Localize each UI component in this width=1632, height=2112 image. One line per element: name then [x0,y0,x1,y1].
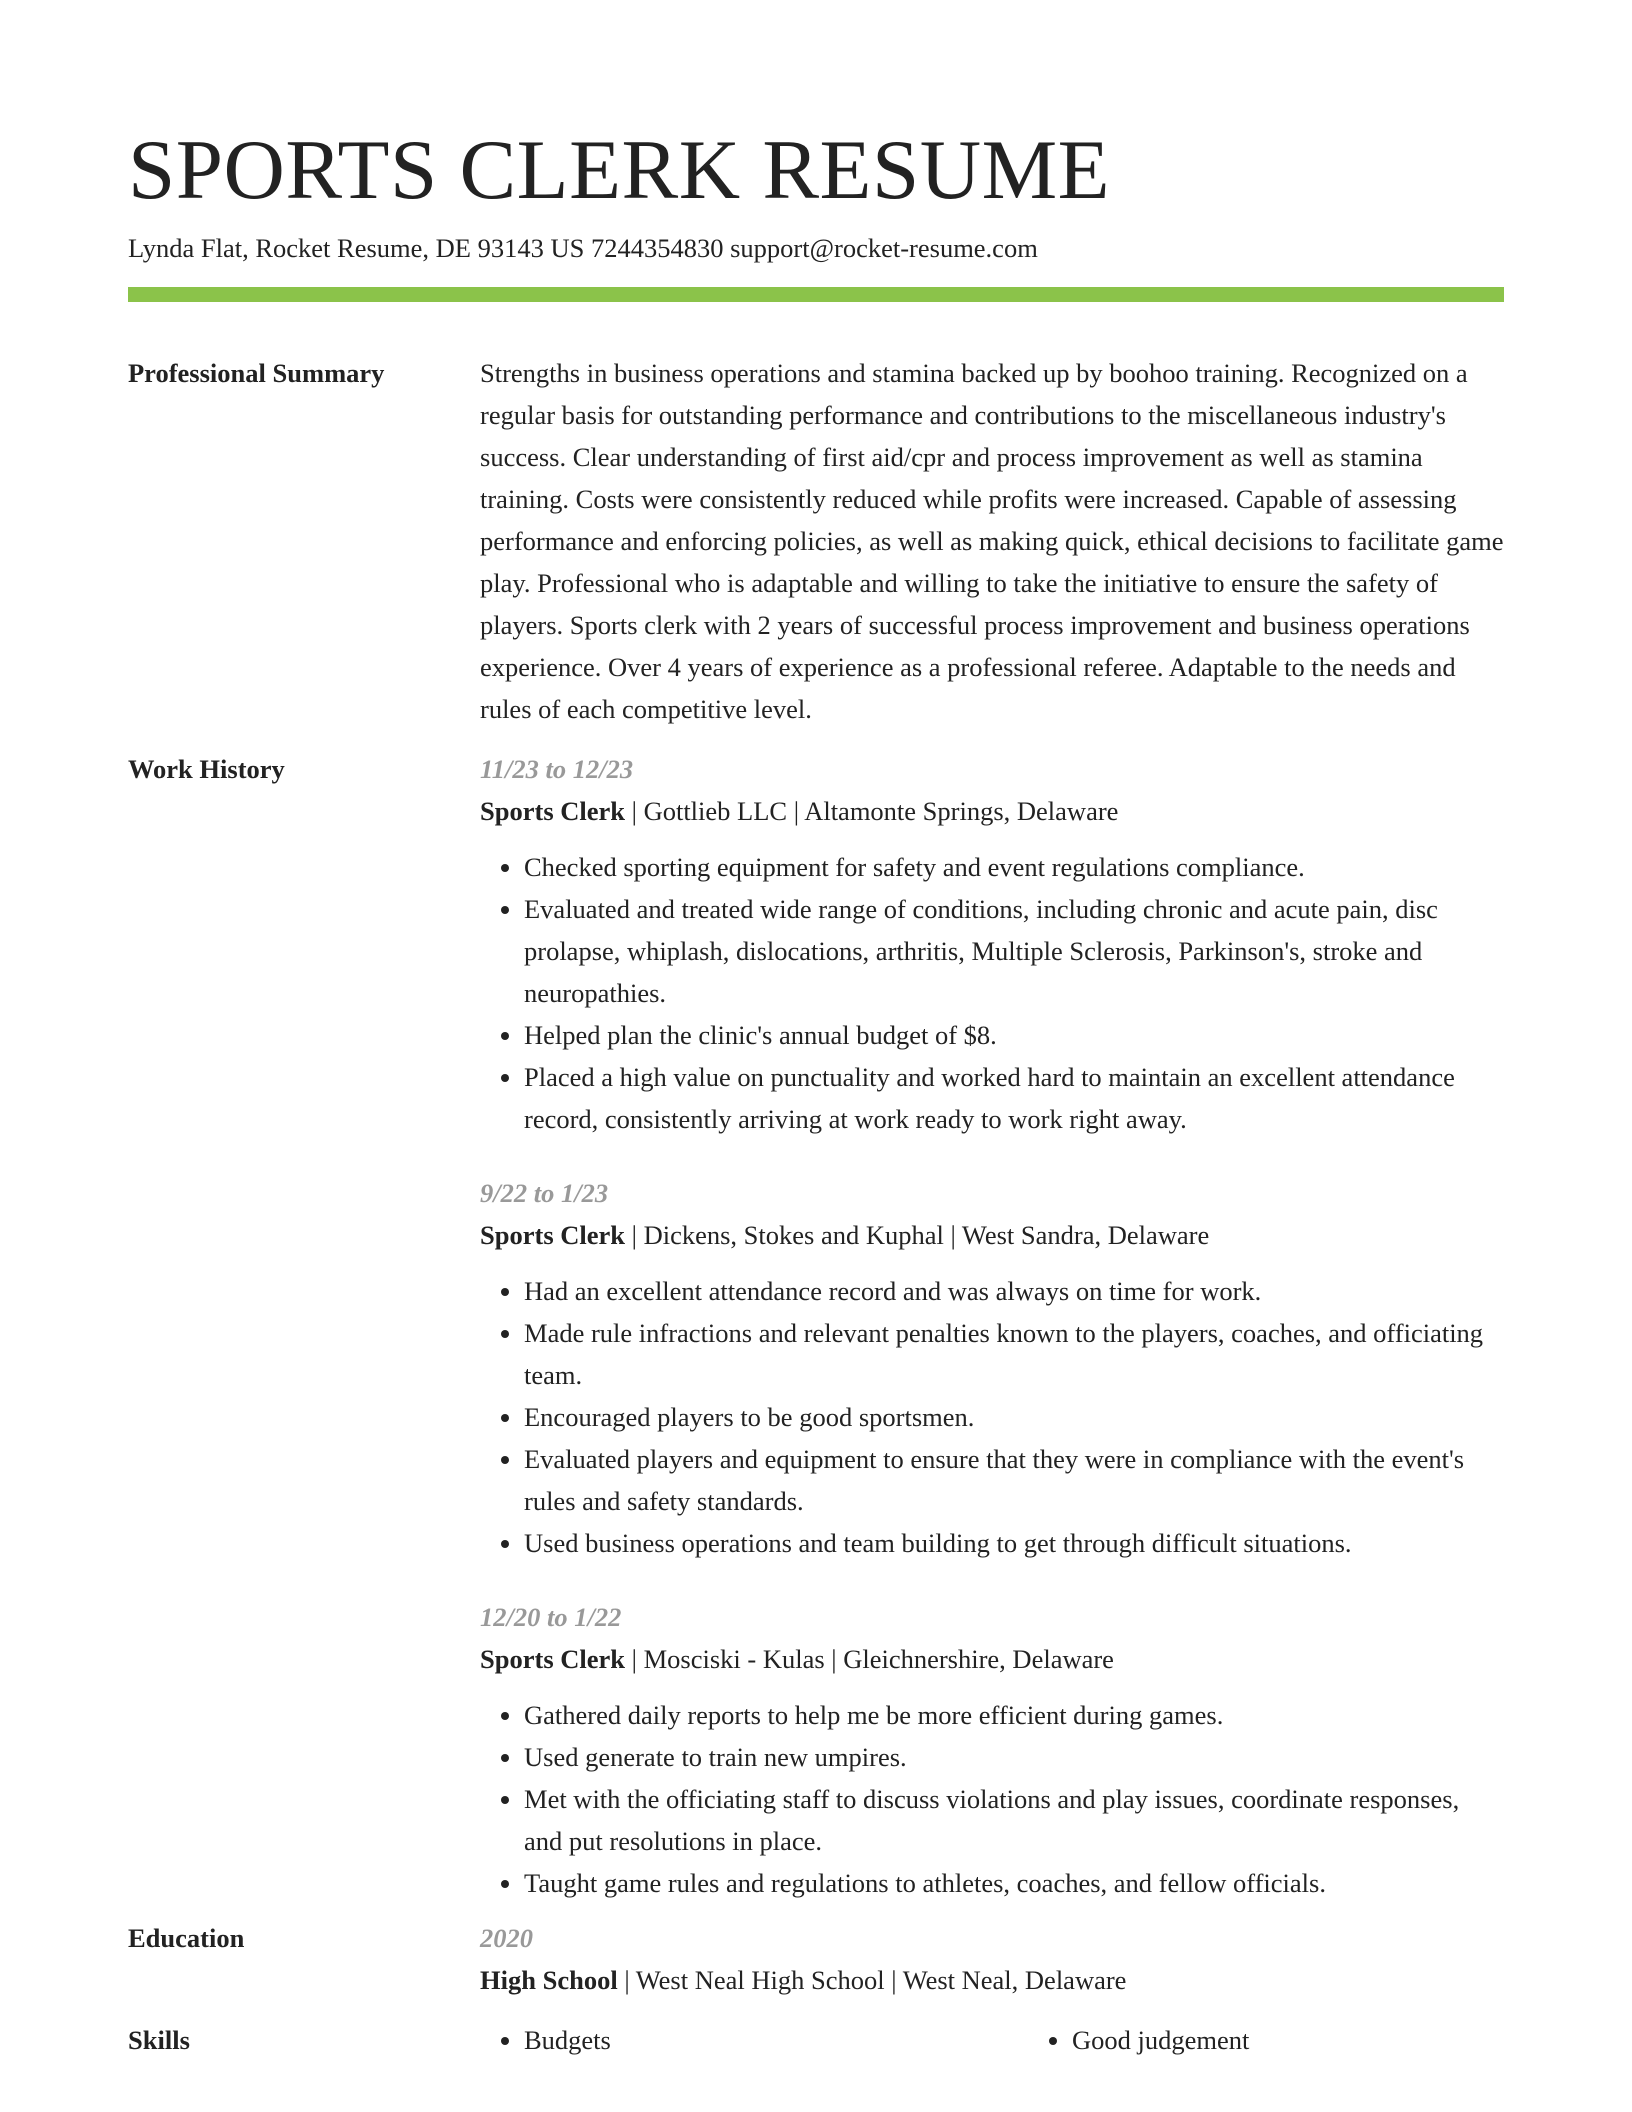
job-title: Sports Clerk [480,1644,626,1674]
job-title: Sports Clerk [480,1220,626,1250]
education-heading [480,1959,1504,2001]
list-item: • Helped plan the clinic's annual budget of $8. [524,1014,1504,1056]
skills-column-left [480,2019,984,2061]
list-item: • Checked sporting equipment for safety and event regulations compliance. [524,846,1504,888]
job-details: | Gottlieb LLC | Altamonte Springs, Delaware [625,796,1119,826]
list-item: • Met with the officiating staff to discuss violations and play issues, coordinate responses, and put resolutions in place. [524,1778,1504,1862]
education-degree: High School [480,1965,618,1995]
section-skills [128,2019,1504,2061]
section-label: Skills [128,2025,190,2055]
job-title: Sports Clerk [480,796,626,826]
accent-divider [128,287,1504,302]
section-label: Professional Summary [128,358,385,388]
skills-column-right [1028,2019,1532,2061]
list-item: • Evaluated and treated wide range of conditions, including chronic and acute pain, disc prolapse, whiplash, dislocations, arthritis, Multiple Sclerosis, Parkinson's, stroke and neuropathies. [524,888,1504,1014]
job-entry [480,1596,1504,1904]
section-label: Education [128,1923,245,1953]
job-details: | Mosciski - Kulas | Gleichnershire, Delaware [625,1644,1114,1674]
list-item: • Used generate to train new umpires. [524,1736,1504,1778]
job-details: | Dickens, Stokes and Kuphal | West Sandra, Delaware [625,1220,1210,1250]
skills-list [480,2019,1504,2061]
contact-line: Lynda Flat, Rocket Resume, DE 93143 US 7244354830 support@rocket-resume.com [128,233,1038,263]
job-bullets [480,1694,1504,1904]
job-bullets [480,1270,1504,1564]
skill-item: • Budgets [524,2019,984,2061]
list-item: • Had an excellent attendance record and was always on time for work. [524,1270,1504,1312]
section-professional-summary [128,352,1504,730]
job-bullets [480,846,1504,1140]
list-item: • Taught game rules and regulations to athletes, coaches, and fellow officials. [524,1862,1504,1904]
list-item: • Encouraged players to be good sportsmen. [524,1396,1504,1438]
resume-page [128,118,1504,2061]
list-item: • Used business operations and team building to get through difficult situations. [524,1522,1504,1564]
education-entry [480,1917,1504,2001]
education-details: | West Neal High School | West Neal, Delaware [617,1965,1127,1995]
education-year: 2020 [480,1923,533,1953]
job-heading [480,1638,1504,1680]
section-label: Work History [128,754,285,784]
list-item: • Placed a high value on punctuality and worked hard to maintain an excellent attendance record, consistently arriving at work ready to work right away. [524,1056,1504,1140]
section-education [128,1917,1504,2001]
summary-text: Strengths in business operations and stamina backed up by boohoo training. Recognized on a regular basis for outstanding performance and contributions to the miscellaneous industry's success. Clear understanding of first aid/cpr and process improvement as well as stamina training. Costs were consistently reduced while profits were increased. Capable of assessing performance and enforcing policies, as well as making quick, ethical decisions to facilitate game play. Professional who is adaptable and willing to take the initiative to ensure the safety of players. Sports clerk with 2 years of successful process improvement and business operations experience. Over 4 years of experience as a professional referee. Adaptable to the needs and rules of each competitive level. [480,358,1504,724]
job-heading [480,790,1504,832]
section-work-history [128,748,1504,1904]
job-dates: 12/20 to 1/22 [480,1602,622,1632]
job-dates: 11/23 to 12/23 [480,754,634,784]
list-item: • Made rule infractions and relevant penalties known to the players, coaches, and officiating team. [524,1312,1504,1396]
job-dates: 9/22 to 1/23 [480,1178,609,1208]
job-heading [480,1214,1504,1256]
list-item: • Gathered daily reports to help me be more efficient during games. [524,1694,1504,1736]
resume-title: SPORTS CLERK RESUME [128,123,1111,217]
skills-body [480,2019,1504,2061]
work-history-list [480,748,1504,1904]
job-entry [480,748,1504,1140]
list-item: • Evaluated players and equipment to ensure that they were in compliance with the event's rules and safety standards. [524,1438,1504,1522]
job-entry [480,1172,1504,1564]
skill-item: • Good judgement [1072,2019,1532,2061]
